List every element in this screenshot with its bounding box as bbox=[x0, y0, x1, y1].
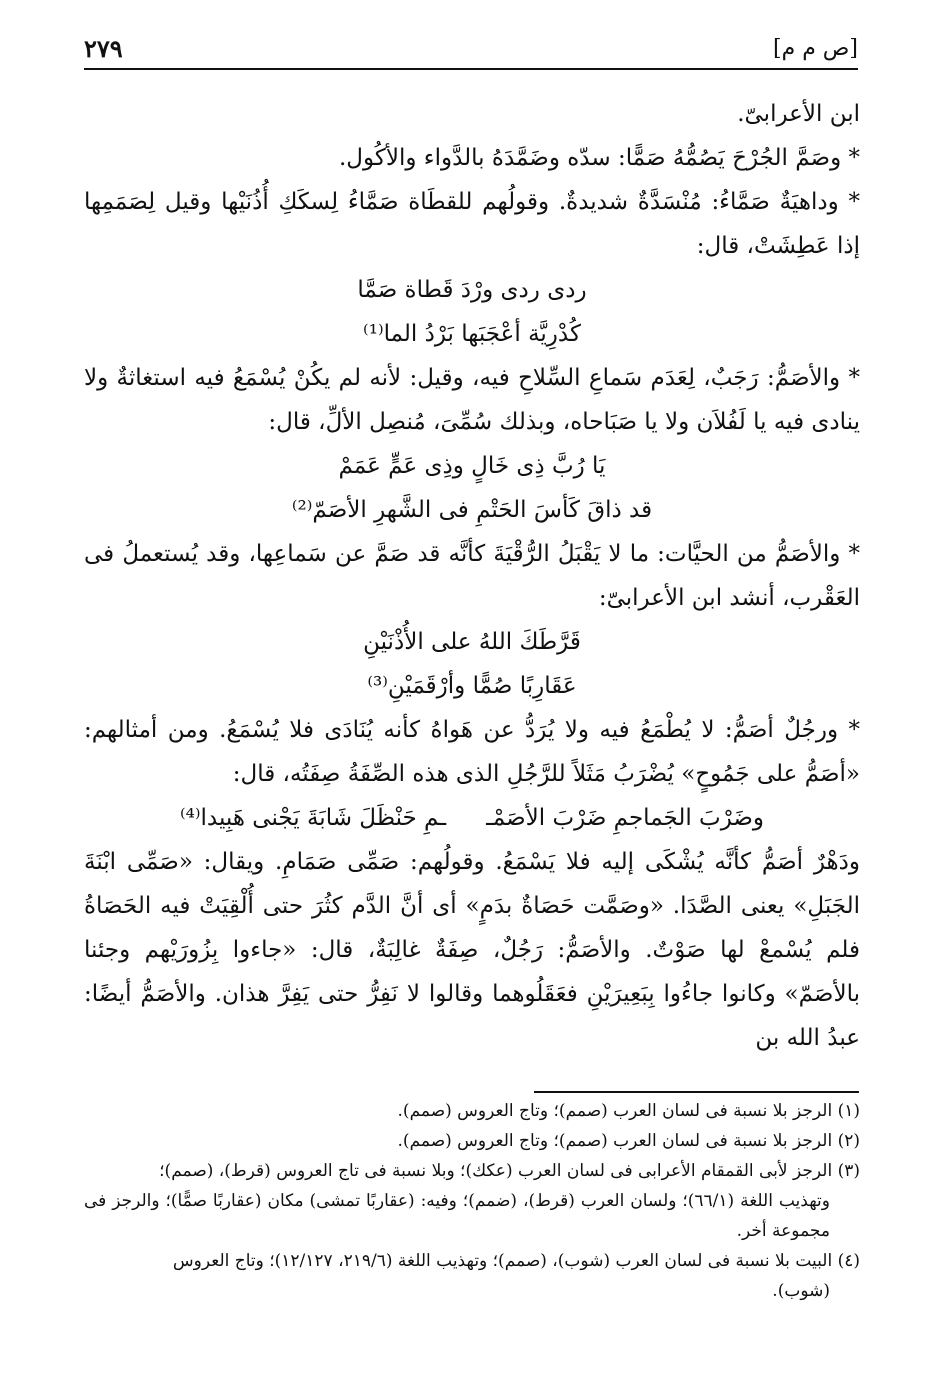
verse-couplet bbox=[84, 796, 860, 840]
section-mark: [ص م م] bbox=[772, 36, 858, 61]
footnote: (٤) البيت بلا نسبة فى لسان العرب (شوب)، (صمم)؛ وتهذيب اللغة (٢١٩/٦، ١٢/١٢٧)؛ وتاج العروس bbox=[172, 1251, 860, 1271]
page-header bbox=[84, 34, 858, 70]
verse-line: يَا رُبَّ ذِى خَالٍ وذِى عَمٍّ عَمَمْ bbox=[338, 453, 606, 479]
verse-hemistich: ـمِ حَنْظَلَ شَابَةَ يَجْنى هَبِيدا⁽⁴⁾ bbox=[179, 805, 447, 831]
footnote-continuation: (شوب). bbox=[772, 1281, 830, 1301]
verse-line: قَرَّطَكَ اللهُ على الأُذْنَيْنِ bbox=[363, 629, 581, 655]
paragraph: ابن الأعرابىّ. bbox=[737, 101, 860, 127]
paragraph: ودَهْرٌ أصَمُّ كأنَّه يُشْكَى إليه فلا يَسْمَعُ. وقولُهم: صَمِّى صَمَامِ. ويقال: «صَمِّى ابْنَةَ الجَبَلِ» يعنى الصَّدَا. «وصَمَّت حَصَاةٌ بدَمٍ» أى أنَّ الدَّم كثُرَ حتى أُلْقِيَتْ فيه الحَصَاةُ فلم يُسْمعْ لها صَوْتٌ. والأصَمُّ: رَجُلٌ، صِفَةٌ غالِبَةٌ، قال: «جاءوا بِزُورَيْهم وجئنا بالأصَمّ» وكانوا جاءُوا بِبَعِيرَيْنِ فعَقَلُوهما وقالوا لا نَفِرُّ حتى يَفِرَّ هذان. والأصَمُّ أيضًا: عبدُ الله بن bbox=[84, 849, 860, 1051]
page-number: ٢٧٩ bbox=[84, 34, 123, 63]
paragraph: * وصَمَّ الجُرْحَ يَصُمُّهُ صَمًّا: سدّه وضَمَّدَهُ بالدَّواء والأكُول. bbox=[339, 145, 860, 171]
verse-line: عَقَارِبًا صُمًّا وأرْقَمَيْنِ⁽³⁾ bbox=[367, 673, 577, 699]
footnote-continuation: وتهذيب اللغة (٦٦/١)؛ ولسان العرب (قرط)، (ضمم)؛ وفيه: (عقاربًا تمشى) مكان (عقاربًا صمًّا)؛ والرجز فى مجموعة أخر. bbox=[84, 1191, 830, 1241]
paragraph: * والأصَمُّ: رَجَبٌ، لِعَدَم سَماعِ السِّلاحِ فيه، وقيل: لأنه لم يكُنْ يُسْمَعُ فيه استغاثةٌ ولا ينادى فيه يا لَفُلاَن ولا يا صَبَاحاه، وبذلك سُمِّىَ، مُنصِل الألِّ، قال: bbox=[84, 365, 860, 435]
verse-line: ردى ردى ورْدَ قَطاة صَمَّا bbox=[357, 277, 587, 303]
footnotes bbox=[84, 1096, 860, 1306]
paragraph: * والأصَمُّ من الحيَّات: ما لا يَقْبَلُ الرُّقْيَةَ كأنَّه قد صَمَّ عن سَماعِها، وقد يُستعملُ فى العَقْرب، أنشد ابن الأعرابىّ: bbox=[84, 541, 860, 611]
footnote: (١) الرجز بلا نسبة فى لسان العرب (صمم)؛ وتاج العروس (صمم). bbox=[397, 1101, 860, 1121]
footnote: (٣) الرجز لأبى القمقام الأعرابى فى لسان العرب (عكك)؛ وبلا نسبة فى تاج العروس (قرط)، (صمم)؛ bbox=[159, 1161, 860, 1181]
paragraph: * ورجُلٌ أصَمُّ: لا يُطْمَعُ فيه ولا يُرَدُّ عن هَواهُ كأنه يُنَادَى فلا يُسْمَعُ. ومن أمثالهم: «أصَمُّ على جَمُوحٍ» يُضْرَبُ مَثَلاً للرَّجُلِ الذى هذه الصِّفَةُ صِفَتُه، قال: bbox=[84, 717, 860, 787]
verse-line: كُدْرِيَّة أعْجَبَها بَرْدُ الما⁽¹⁾ bbox=[363, 321, 581, 347]
verse-hemistich: وضَرْبَ الجَماجمِ ضَرْبَ الأصَمْـ bbox=[486, 805, 765, 831]
footnote-divider bbox=[534, 1091, 859, 1093]
paragraph: * وداهيَةٌ صَمَّاءُ: مُنْسَدَّةٌ شديدةٌ. وقولُهم للقطَاة صَمَّاءُ لِسكَكِ أُذُنَيْها وقيل لِصَمَمِها إذا عَطِشَتْ، قال: bbox=[84, 189, 860, 259]
main-text bbox=[84, 92, 860, 1060]
verse-line: قد ذاقَ كَأسَ الحَتْمِ فى الشَّهرِ الأصَمّ⁽²⁾ bbox=[291, 497, 653, 523]
footnote: (٢) الرجز بلا نسبة فى لسان العرب (صمم)؛ وتاج العروس (صمم). bbox=[397, 1131, 860, 1151]
